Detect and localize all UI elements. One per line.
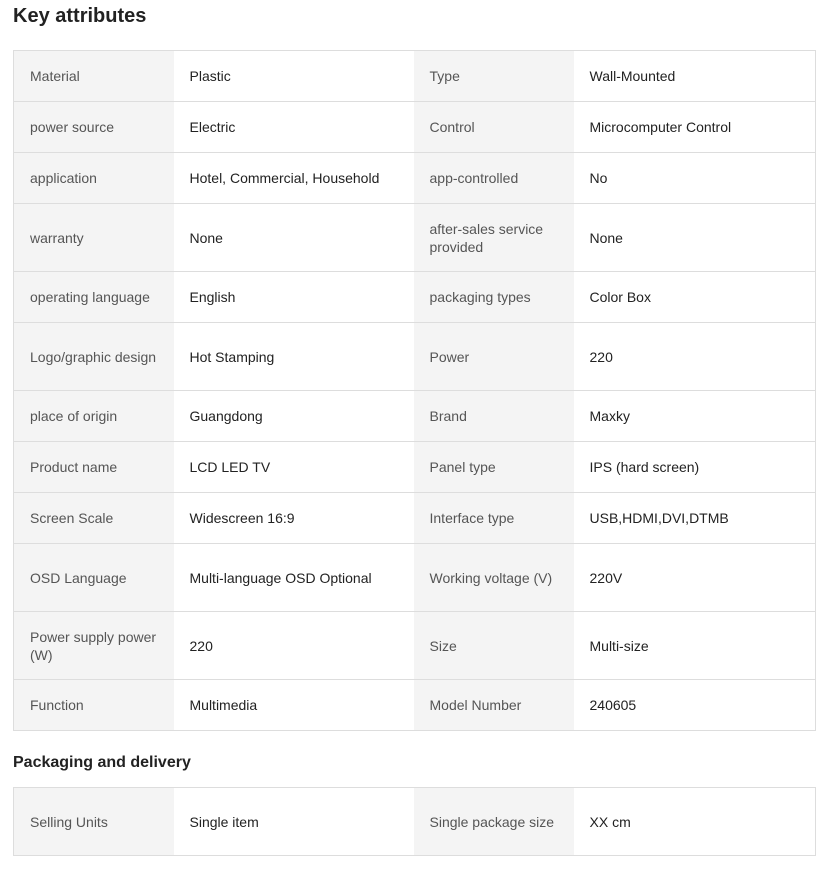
attribute-label: application	[14, 153, 174, 204]
attribute-value: Multi-size	[574, 612, 816, 680]
key-attributes-table	[13, 50, 816, 731]
attribute-row-warranty	[14, 204, 816, 272]
attribute-value: LCD LED TV	[174, 442, 414, 493]
attribute-label: Panel type	[414, 442, 574, 493]
attribute-value: 220	[574, 323, 816, 391]
packaging-delivery-title: Packaging and delivery	[13, 754, 191, 771]
attribute-label: Control	[414, 102, 574, 153]
attribute-value: Multi-language OSD Optional	[174, 544, 414, 612]
attribute-label: Power	[414, 323, 574, 391]
attribute-row-application	[14, 153, 816, 204]
attribute-label: Single package size	[414, 788, 574, 856]
attribute-label: Product name	[14, 442, 174, 493]
attribute-label: Working voltage (V)	[414, 544, 574, 612]
attribute-value: Microcomputer Control	[574, 102, 816, 153]
attribute-value: Guangdong	[174, 391, 414, 442]
attribute-value: Hot Stamping	[174, 323, 414, 391]
attribute-value: 220V	[574, 544, 816, 612]
packaging-row-selling-units	[14, 788, 816, 856]
attribute-label: power source	[14, 102, 174, 153]
attribute-row-power-supply	[14, 612, 816, 680]
attribute-label: warranty	[14, 204, 174, 272]
attribute-label: Function	[14, 680, 174, 731]
attribute-label: Model Number	[414, 680, 574, 731]
attribute-value: XX cm	[574, 788, 816, 856]
attribute-row-osd-language	[14, 544, 816, 612]
attribute-label: Material	[14, 51, 174, 102]
attribute-label: Screen Scale	[14, 493, 174, 544]
attribute-label: after-sales service provided	[414, 204, 574, 272]
attribute-label: app-controlled	[414, 153, 574, 204]
attribute-label: place of origin	[14, 391, 174, 442]
attribute-value: IPS (hard screen)	[574, 442, 816, 493]
attribute-label: Size	[414, 612, 574, 680]
attribute-row-operating-language	[14, 272, 816, 323]
attribute-row-power-source	[14, 102, 816, 153]
attribute-value: USB,HDMI,DVI,DTMB	[574, 493, 816, 544]
attribute-label: Logo/graphic design	[14, 323, 174, 391]
attribute-value: None	[174, 204, 414, 272]
attribute-value: Multimedia	[174, 680, 414, 731]
attribute-value: Electric	[174, 102, 414, 153]
attribute-row-function	[14, 680, 816, 731]
attribute-row-product-name	[14, 442, 816, 493]
attribute-row-material	[14, 51, 816, 102]
attribute-value: 220	[174, 612, 414, 680]
attribute-label: packaging types	[414, 272, 574, 323]
attribute-value: Single item	[174, 788, 414, 856]
attribute-row-logo	[14, 323, 816, 391]
attribute-label: operating language	[14, 272, 174, 323]
attribute-label: Selling Units	[14, 788, 174, 856]
attribute-label: Power supply power (W)	[14, 612, 174, 680]
attribute-value: 240605	[574, 680, 816, 731]
attribute-label: Brand	[414, 391, 574, 442]
attribute-value: Widescreen 16:9	[174, 493, 414, 544]
attribute-label: OSD Language	[14, 544, 174, 612]
key-attributes-title: Key attributes	[13, 5, 147, 27]
attribute-label: Type	[414, 51, 574, 102]
packaging-table	[13, 787, 816, 856]
attribute-value: Color Box	[574, 272, 816, 323]
attribute-value: Plastic	[174, 51, 414, 102]
attribute-value: Wall-Mounted	[574, 51, 816, 102]
attribute-value: English	[174, 272, 414, 323]
attribute-label: Interface type	[414, 493, 574, 544]
attribute-value: Maxky	[574, 391, 816, 442]
attribute-row-screen-scale	[14, 493, 816, 544]
attribute-value: None	[574, 204, 816, 272]
attribute-row-place-of-origin	[14, 391, 816, 442]
attribute-value: No	[574, 153, 816, 204]
attribute-value: Hotel, Commercial, Household	[174, 153, 414, 204]
